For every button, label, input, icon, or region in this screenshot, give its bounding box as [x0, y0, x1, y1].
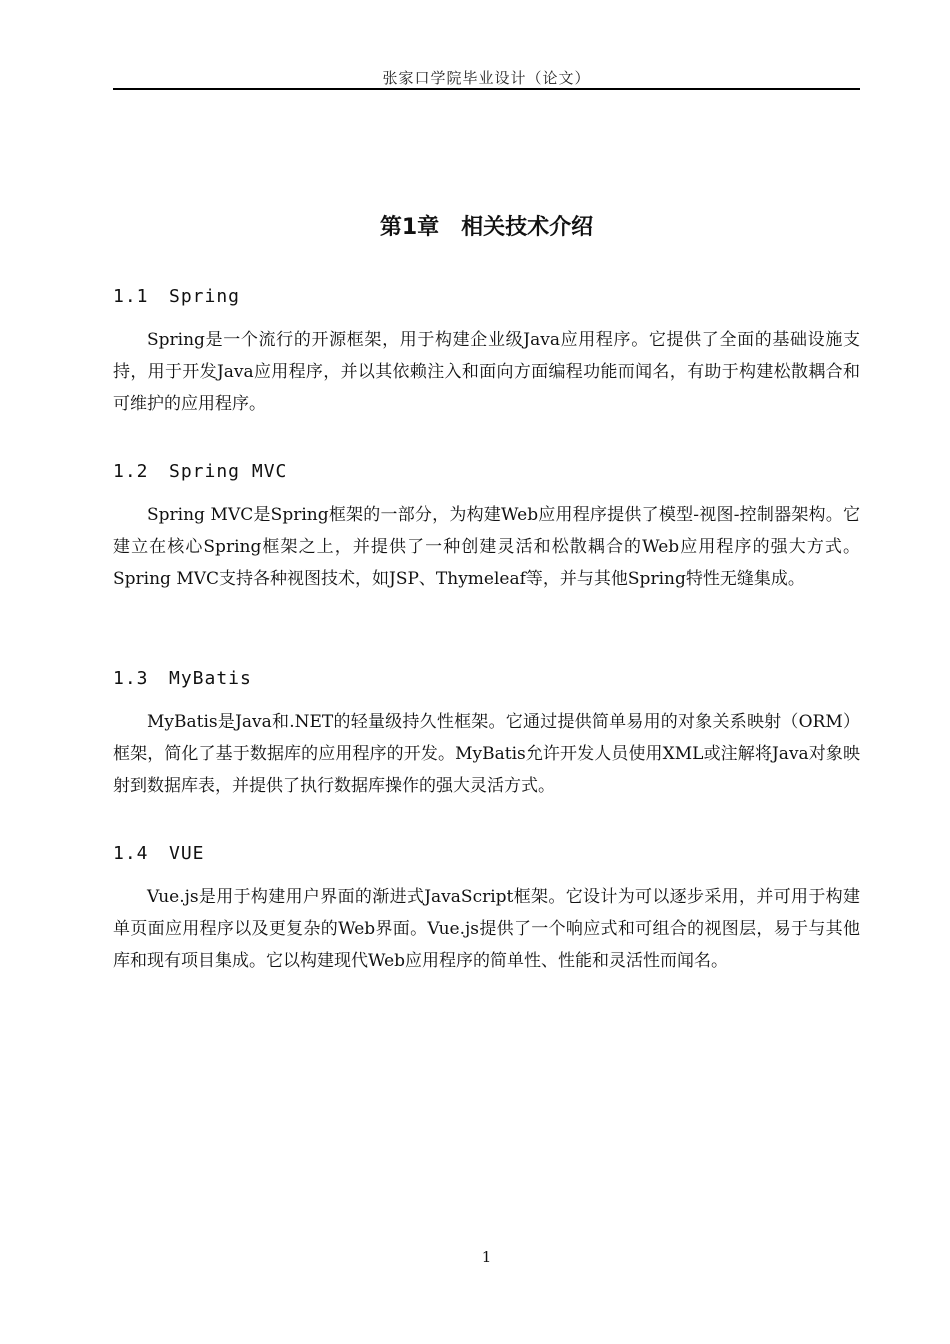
page-number: 1 — [481, 1248, 492, 1266]
section-heading — [113, 668, 252, 689]
section-number: 1.1 — [113, 286, 149, 307]
chapter-title — [113, 210, 860, 241]
section-title: Spring — [169, 286, 241, 307]
page-header: 张家口学院毕业设计（论文） — [382, 69, 591, 87]
section-number: 1.4 — [113, 843, 149, 864]
chapter-number: 第1章 — [379, 215, 440, 240]
section-number: 1.2 — [113, 461, 149, 482]
chapter-title-text: 相关技术介绍 — [461, 215, 594, 240]
section-title: Spring MVC — [169, 461, 288, 482]
header-rule — [113, 88, 860, 90]
section-heading — [113, 843, 205, 864]
section-paragraph: Spring MVC是Spring框架的一部分，为构建Web应用程序提供了模型-视图-控制器架构。它建立在核心Spring框架之上，并提供了一种创建灵活和松散耦合的Web应用程序的强大方式。Spring MVC支持各种视图技术，如JSP、Thymeleaf等，并与其他Spring特性无缝集成。 — [113, 505, 860, 589]
section-heading — [113, 461, 287, 482]
section-title: VUE — [169, 843, 205, 864]
section-paragraph: MyBatis是Java和.NET的轻量级持久性框架。它通过提供简单易用的对象关系映射（ORM）框架，简化了基于数据库的应用程序的开发。MyBatis允许开发人员使用XML或注解将Java对象映射到数据库表，并提供了执行数据库操作的强大灵活方式。 — [113, 712, 860, 796]
section-paragraph: Spring是一个流行的开源框架，用于构建企业级Java应用程序。它提供了全面的基础设施支持，用于开发Java应用程序，并以其依赖注入和面向方面编程功能而闻名，有助于构建松散耦合和可维护的应用程序。 — [113, 330, 860, 414]
section-heading — [113, 286, 240, 307]
section-paragraph: Vue.js是用于构建用户界面的渐进式JavaScript框架。它设计为可以逐步采用，并可用于构建单页面应用程序以及更复杂的Web界面。Vue.js提供了一个响应式和可组合的视图层，易于与其他库和现有项目集成。它以构建现代Web应用程序的简单性、性能和灵活性而闻名。 — [113, 887, 860, 971]
section-number: 1.3 — [113, 668, 149, 689]
section-title: MyBatis — [169, 668, 252, 689]
